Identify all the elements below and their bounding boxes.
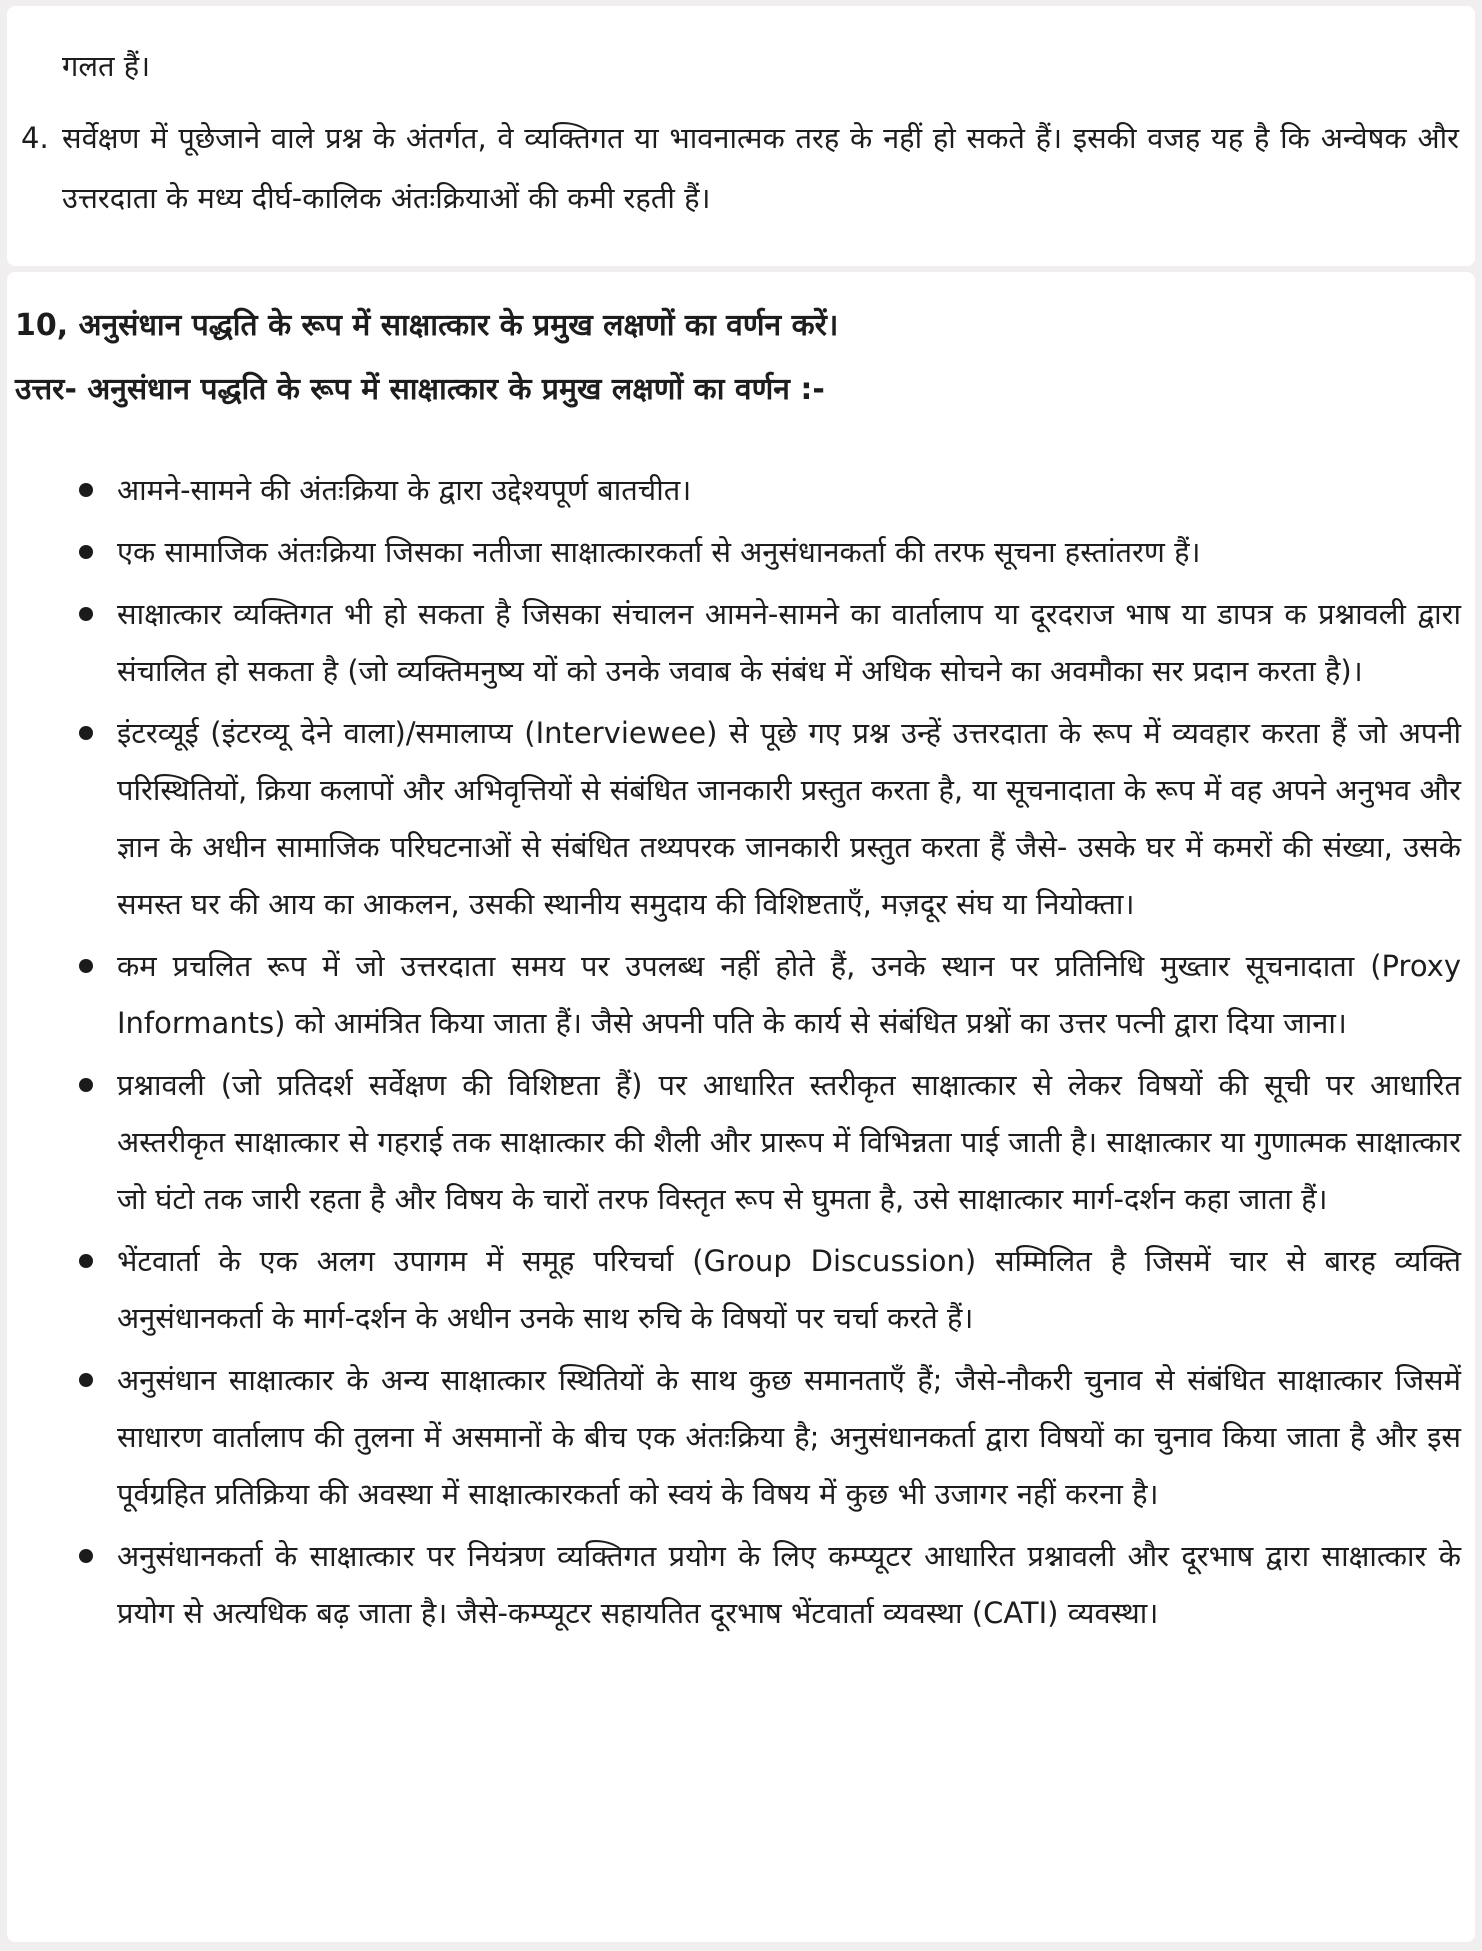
bullet-item bbox=[117, 586, 1461, 700]
bullet-text: इंटरव्यूई (इंटरव्यू देने वाला)/समालाप्य (Interviewee) से पूछे गए प्रश्न उन्हें उत्तरदाता के रूप में व्यवहार करता हैं जो अपनी परिस्थितियों, क्रिया कलापों और अभिवृत्तियों से संबंधित जानकारी प्रस्तुत करता है, या सूचनादाता के रूप में वह अपने अनुभव और ज्ञान के अधीन सामाजिक परिघटनाओं से संबंधित तथ्यपरक जानकारी प्रस्तुत करता हैं जैसे- उसके घर में कमरों की संख्या, उसके समस्त घर की आय का आकलन, उसकी स्थानीय समुदाय की विशिष्टताएँ, मज़दूर संघ या नियोक्ता। bbox=[117, 716, 1461, 921]
bullet-item bbox=[117, 1233, 1461, 1347]
bullet-dot-icon bbox=[79, 545, 93, 559]
bullet-dot-icon bbox=[79, 1373, 93, 1387]
question-heading: 10, अनुसंधान पद्धति के रूप में साक्षात्कार के प्रमुख लक्षणों का वर्णन करें। bbox=[15, 308, 839, 343]
bullet-item bbox=[117, 938, 1461, 1052]
bullet-item bbox=[117, 524, 1461, 581]
bullet-dot-icon bbox=[79, 726, 93, 740]
bullet-text: प्रश्नावली (जो प्रतिदर्श सर्वेक्षण की विशिष्टता हैं) पर आधारित स्तरीकृत साक्षात्कार से लेकर विषयों की सूची पर आधारित अस्तरीकृत साक्षात्कार से गहराई तक साक्षात्कार की शैली और प्रारूप में विभिन्नता पाई जाती है। साक्षात्कार या गुणात्मक साक्षात्कार जो घंटो तक जारी रहता है और विषय के चारों तरफ विस्तृत रूप से घुमता है, उसे साक्षात्कार मार्ग-दर्शन कहा जाता हैं। bbox=[117, 1068, 1461, 1216]
bullet-dot-icon bbox=[79, 959, 93, 973]
bullet-dot-icon bbox=[79, 607, 93, 621]
bullet-text: आमने-सामने की अंतःक्रिया के द्वारा उद्देश्यपूर्ण बातचीत। bbox=[117, 473, 692, 507]
bullet-text: साक्षात्कार व्यक्तिगत भी हो सकता है जिसका संचालन आमने-सामने का वार्तालाप या दूरदराज भाष या डापत्र क प्रश्नावली द्वारा संचालित हो सकता है (जो व्यक्तिमनुष्य यों को उनके जवाब के संबंध में अधिक सोचने का अवमौका सर प्रदान करता है)। bbox=[117, 597, 1461, 688]
bullet-dot-icon bbox=[79, 483, 93, 497]
bullet-item bbox=[117, 705, 1461, 933]
bullet-dot-icon bbox=[79, 1549, 93, 1563]
previous-answer-card bbox=[7, 6, 1475, 266]
bullet-text: एक सामाजिक अंतःक्रिया जिसका नतीजा साक्षात्कारकर्ता से अनुसंधानकर्ता की तरफ सूचना हस्तांतरण हैं। bbox=[117, 535, 1201, 569]
bullet-item bbox=[117, 1528, 1461, 1642]
bullet-item bbox=[117, 1352, 1461, 1523]
bullet-dot-icon bbox=[79, 1078, 93, 1092]
question-answer-card bbox=[7, 272, 1475, 1942]
bullet-text: भेंटवार्ता के एक अलग उपागम में समूह परिचर्चा (Group Discussion) सम्मिलित है जिसमें चार से बारह व्यक्ति अनुसंधानकर्ता के मार्ग-दर्शन के अधीन उनके साथ रुचि के विषयों पर चर्चा करते हैं। bbox=[117, 1244, 1461, 1335]
bullet-dot-icon bbox=[79, 1254, 93, 1268]
item-number: 4. bbox=[21, 121, 49, 155]
answer-heading: उत्तर- अनुसंधान पद्धति के रूप में साक्षात्कार के प्रमुख लक्षणों का वर्णन :- bbox=[15, 372, 825, 407]
bullet-item bbox=[117, 462, 1461, 519]
bullet-item bbox=[117, 1057, 1461, 1228]
answer-bullet-list bbox=[15, 462, 1463, 1642]
previous-answer-tail-line: गलत हैं। bbox=[62, 49, 151, 83]
bullet-text: अनुसंधान साक्षात्कार के अन्य साक्षात्कार स्थितियों के साथ कुछ समानताएँ हैं; जैसे-नौकरी चुनाव से संबंधित साक्षात्कार जिसमें साधारण वार्तालाप की तुलना में असमानों के बीच एक अंतःक्रिया है; अनुसंधानकर्ता द्वारा विषयों का चुनाव किया जाता है और इस पूर्वग्रहित प्रतिक्रिया की अवस्था में साक्षात्कारकर्ता को स्वयं के विषय में कुछ भी उजागर नहीं करना है। bbox=[117, 1363, 1461, 1511]
item-text: सर्वेक्षण में पूछेजाने वाले प्रश्न के अंतर्गत, वे व्यक्तिगत या भावनात्मक तरह के नहीं हो सकते हैं। इसकी वजह यह है कि अन्वेषक और उत्तरदाता के मध्य दीर्घ-कालिक अंतःक्रियाओं की कमी रहती हैं। bbox=[62, 121, 1459, 215]
bullet-text: अनुसंधानकर्ता के साक्षात्कार पर नियंत्रण व्यक्तिगत प्रयोग के लिए कम्प्यूटर आधारित प्रश्नावली और दूरभाष द्वारा साक्षात्कार के प्रयोग से अत्यधिक बढ़ जाता है। जैसे-कम्प्यूटर सहायतित दूरभाष भेंटवार्ता व्यवस्था (CATI) व्यवस्था। bbox=[117, 1539, 1461, 1630]
bullet-text: कम प्रचलित रूप में जो उत्तरदाता समय पर उपलब्ध नहीं होते हैं, उनके स्थान पर प्रतिनिधि मुख्तार सूचनादाता (Proxy Informants) को आमंत्रित किया जाता हैं। जैसे अपनी पति के कार्य से संबंधित प्रश्नों का उत्तर पत्नी द्वारा दिया जाना। bbox=[117, 949, 1461, 1040]
numbered-item-4 bbox=[21, 108, 1461, 228]
